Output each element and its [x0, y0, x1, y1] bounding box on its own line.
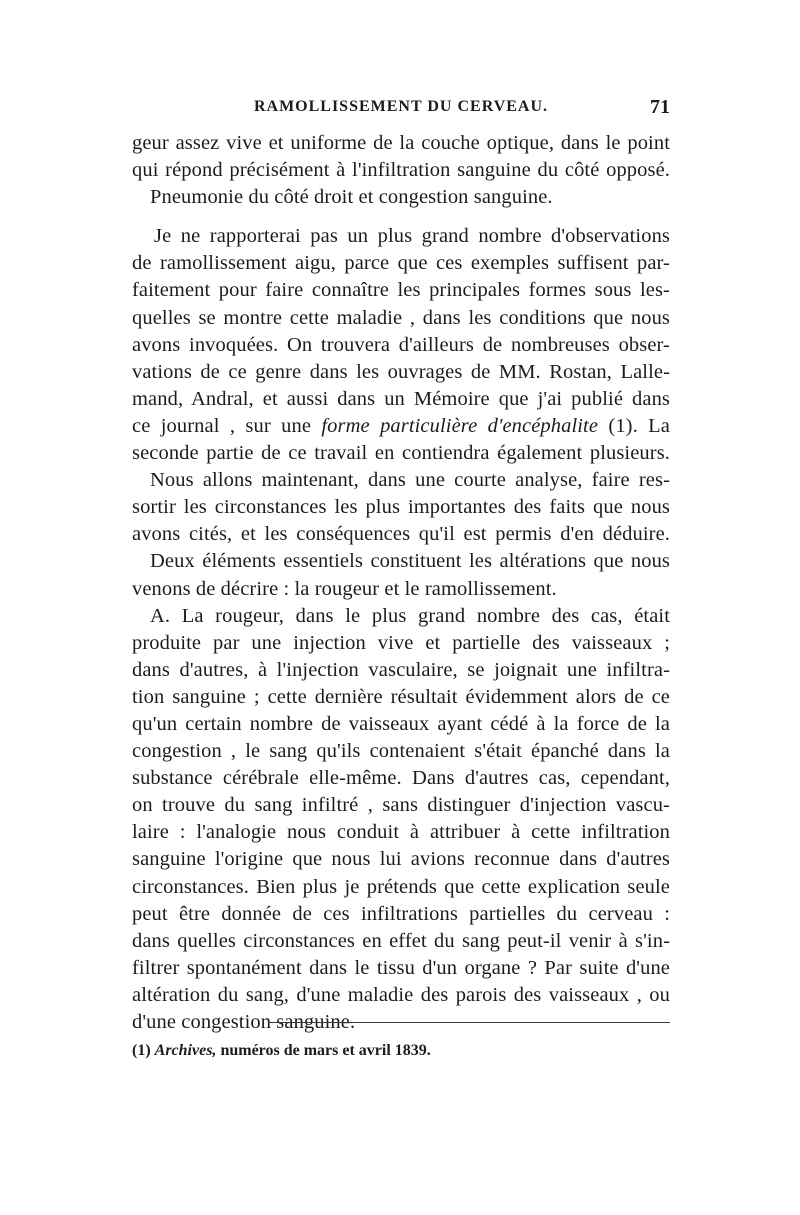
footnote-source: Archives, [154, 1042, 217, 1059]
text-line: altération du sang, d'une maladie des parois des vaisseaux , ou [132, 983, 670, 1006]
text-segment: ce journal , sur une [132, 414, 322, 437]
footnote-marker: (1) [132, 1042, 155, 1059]
text-line: congestion , le sang qu'ils contenaient s'était épanché dans la [132, 740, 670, 763]
text-line: substance cérébrale elle-même. Dans d'autres cas, cependant, [132, 767, 670, 790]
text-line: faitement pour faire connaître les principales formes sous les- [132, 279, 670, 302]
text-line: sanguine l'origine que nous lui avions reconnue dans d'autres [132, 848, 670, 871]
text-line: Pneumonie du côté droit et congestion sanguine. [150, 186, 553, 209]
text-line: circonstances. Bien plus je prétends que cette explication seule [132, 875, 670, 898]
text-line: geur assez vive et uniforme de la couche optique, dans le point [132, 132, 670, 154]
footnote-text: numéros de mars et avril 1839. [216, 1042, 431, 1059]
text-line: qui répond précisément à l'infiltration sanguine du côté opposé. [132, 159, 670, 182]
text-line: filtrer spontanément dans le tissu d'un organe ? Par suite d'une [132, 956, 670, 979]
text-line: d'une congestion sanguine. [132, 1011, 356, 1033]
text-line: avons invoquées. On trouvera d'ailleurs de nombreuses obser- [132, 333, 670, 356]
text-line: sortir les circonstances les plus importantes des faits que nous [132, 496, 670, 519]
text-line: mand, Andral, et aussi dans un Mémoire que j'ai publié dans [132, 387, 670, 410]
text-line: quelles se montre cette maladie , dans les conditions que nous [132, 306, 670, 329]
text-line: peut être donnée de ces infiltrations partielles du cerveau : [132, 902, 670, 925]
text-line: dans quelles circonstances en effet du sang peut-il venir à s'in- [132, 929, 670, 952]
text-segment: (1). La [598, 414, 671, 437]
paragraph-gap [132, 211, 670, 223]
text-line: dans d'autres, à l'injection vasculaire, se joignait une infiltra- [132, 658, 670, 681]
text-line: laire : l'analogie nous conduit à attribuer à cette infiltration [132, 821, 670, 844]
text-line: qu'un certain nombre de vaisseaux ayant cédé à la force de la [132, 712, 670, 735]
text-line: tion sanguine ; cette dernière résultait évidemment alors de ce [132, 685, 670, 708]
text-line: venons de décrire : la rougeur et le ramollissement. [132, 577, 557, 600]
text-line: avons cités, et les conséquences qu'il est permis d'en déduire. [132, 523, 670, 546]
footnote-rule [268, 1022, 670, 1023]
text-line: Deux éléments essentiels constituent les altérations que nous [150, 550, 670, 573]
running-head [132, 98, 670, 128]
running-title: RAMOLLISSEMENT DU CERVEAU. [253, 98, 549, 115]
text-line: Nous allons maintenant, dans une courte analyse, faire res- [150, 469, 670, 492]
text-line-with-italic [132, 413, 670, 440]
page-number: 71 [650, 96, 670, 118]
text-line: seconde partie de ce travail en contiendra également plusieurs. [132, 442, 670, 465]
text-line: produite par une injection vive et partielle des vaisseaux ; [132, 631, 670, 654]
text-line: vations de ce genre dans les ouvrages de MM. Rostan, Lalle- [132, 360, 670, 383]
text-line: Je ne rapporterai pas un plus grand nombre d'observations [154, 225, 670, 248]
italic-phrase: forme particulière d'encéphalite [321, 414, 599, 437]
footnote [132, 1042, 670, 1060]
text-line: A. La rougeur, dans le plus grand nombre des cas, était [150, 604, 670, 627]
text-line: on trouve du sang infiltré , sans distinguer d'injection vascu- [132, 794, 670, 817]
text-line: de ramollissement aigu, parce que ces exemples suffisent par- [132, 252, 670, 275]
body-text [132, 130, 670, 1036]
